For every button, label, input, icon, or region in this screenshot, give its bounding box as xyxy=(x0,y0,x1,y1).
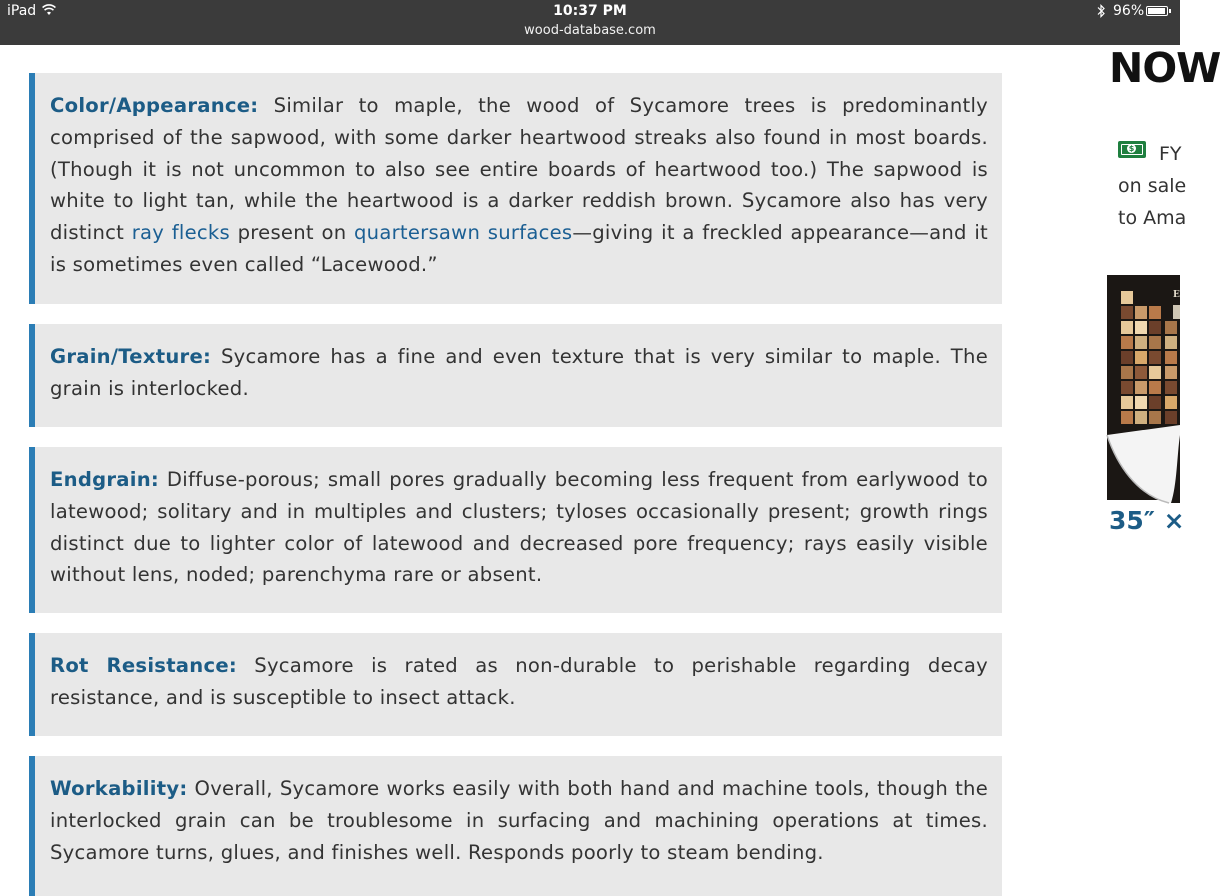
poster-swatch xyxy=(1165,336,1177,349)
section-text: present on xyxy=(229,221,354,245)
poster-swatch xyxy=(1165,411,1177,424)
clock: 10:37 PM xyxy=(553,3,627,19)
poster-swatch xyxy=(1135,396,1147,409)
section-label: Endgrain: xyxy=(50,468,160,491)
section-text: Diffuse-porous; small pores gradually becoming less frequent from earlywood to latewood; solitary and in multiples and clusters; tyloses occasionally present; growth rings distinct due to lighter color of latewood and decreased pore frequency; rays easily visible without lens, noded; parenchyma rare or absent. xyxy=(50,468,988,587)
poster-swatch xyxy=(1121,396,1133,409)
poster-swatch xyxy=(1135,411,1147,424)
section-label: Rot Resistance: xyxy=(50,654,237,677)
poster-swatch xyxy=(1135,351,1147,364)
battery-percentage: 96% xyxy=(1113,3,1145,19)
bluetooth-icon xyxy=(1096,4,1106,18)
section-grain-texture xyxy=(29,324,1002,427)
poster-swatch xyxy=(1121,366,1133,379)
poster-swatch xyxy=(1165,321,1177,334)
status-bar xyxy=(0,0,1180,45)
section-label: Grain/Texture: xyxy=(50,345,212,368)
poster-swatch xyxy=(1165,396,1177,409)
section-text: Sycamore is rated as non-durable to perishable regarding decay resistance, and is susceptible to insect attack. xyxy=(50,654,988,709)
section-label: Color/Appearance: xyxy=(50,94,259,117)
poster-swatch xyxy=(1149,366,1161,379)
poster-swatch xyxy=(1165,381,1177,394)
poster-swatch xyxy=(1135,306,1147,319)
sidebar-text-line: to Ama xyxy=(1118,207,1187,229)
battery-icon xyxy=(1146,6,1168,16)
address-bar-url[interactable]: wood-database.com xyxy=(524,23,656,38)
poster-swatch xyxy=(1165,366,1177,379)
section-rot-resistance xyxy=(29,633,1002,736)
sidebar-text-line: FY xyxy=(1159,143,1182,165)
sidebar-heading: NOW xyxy=(1109,44,1220,92)
battery-tip xyxy=(1169,9,1171,13)
poster-swatch xyxy=(1149,336,1161,349)
section-label: Workability: xyxy=(50,777,188,800)
poster-swatch xyxy=(1121,306,1133,319)
poster-swatch xyxy=(1121,351,1133,364)
section-text: Similar to maple, the wood of Sycamore trees is predominantly comprised of the sapwood, with some darker heartwood streaks also found in most boards. (Though it is not uncommon to also see entire boards of heartwood too.) The sapwood is white to light tan, while the heartwood is a darker reddish brown. Sycamore also has very distinct xyxy=(50,94,988,245)
poster-swatch xyxy=(1149,306,1161,319)
poster-swatch xyxy=(1121,291,1133,304)
section-text: Overall, Sycamore works easily with both hand and machine tools, though the interlocked grain can be troublesome in surfacing and machining operations at times. Sycamore turns, glues, and finishes well. Responds poorly to steam bending. xyxy=(50,777,988,864)
poster-swatch xyxy=(1149,321,1161,334)
poster-swatch xyxy=(1121,321,1133,334)
poster-swatch xyxy=(1149,411,1161,424)
poster-page-curl xyxy=(1107,425,1180,505)
poster-swatch xyxy=(1149,351,1161,364)
section-text: —giving it a freckled appearance—and it is sometimes even called “Lacewood.” xyxy=(50,221,988,276)
poster-swatch xyxy=(1135,366,1147,379)
poster-swatch xyxy=(1121,336,1133,349)
poster-swatch xyxy=(1135,321,1147,334)
section-text: Sycamore has a fine and even texture that is very similar to maple. The grain is interlocked. xyxy=(50,345,988,400)
poster-swatch xyxy=(1149,396,1161,409)
svg-text:E: E xyxy=(1173,290,1180,300)
battery-level xyxy=(1148,8,1165,14)
sidebar-text-line: on sale xyxy=(1118,175,1187,197)
poster-swatch xyxy=(1135,381,1147,394)
device-name: iPad xyxy=(7,3,37,19)
poster-swatch xyxy=(1121,381,1133,394)
quartersawn-surfaces-link[interactable]: quartersawn surfaces xyxy=(354,221,573,245)
poster-size-caption: 35″ × xyxy=(1109,506,1185,535)
poster-swatch xyxy=(1121,411,1133,424)
section-color-appearance xyxy=(29,73,1002,304)
section-workability xyxy=(29,756,1002,896)
poster-swatch xyxy=(1165,351,1177,364)
money-bill-icon: $ xyxy=(1118,141,1146,158)
section-endgrain xyxy=(29,447,1002,613)
ray-flecks-link[interactable]: ray flecks xyxy=(131,221,230,245)
poster-swatch xyxy=(1149,381,1161,394)
poster-swatch xyxy=(1135,336,1147,349)
